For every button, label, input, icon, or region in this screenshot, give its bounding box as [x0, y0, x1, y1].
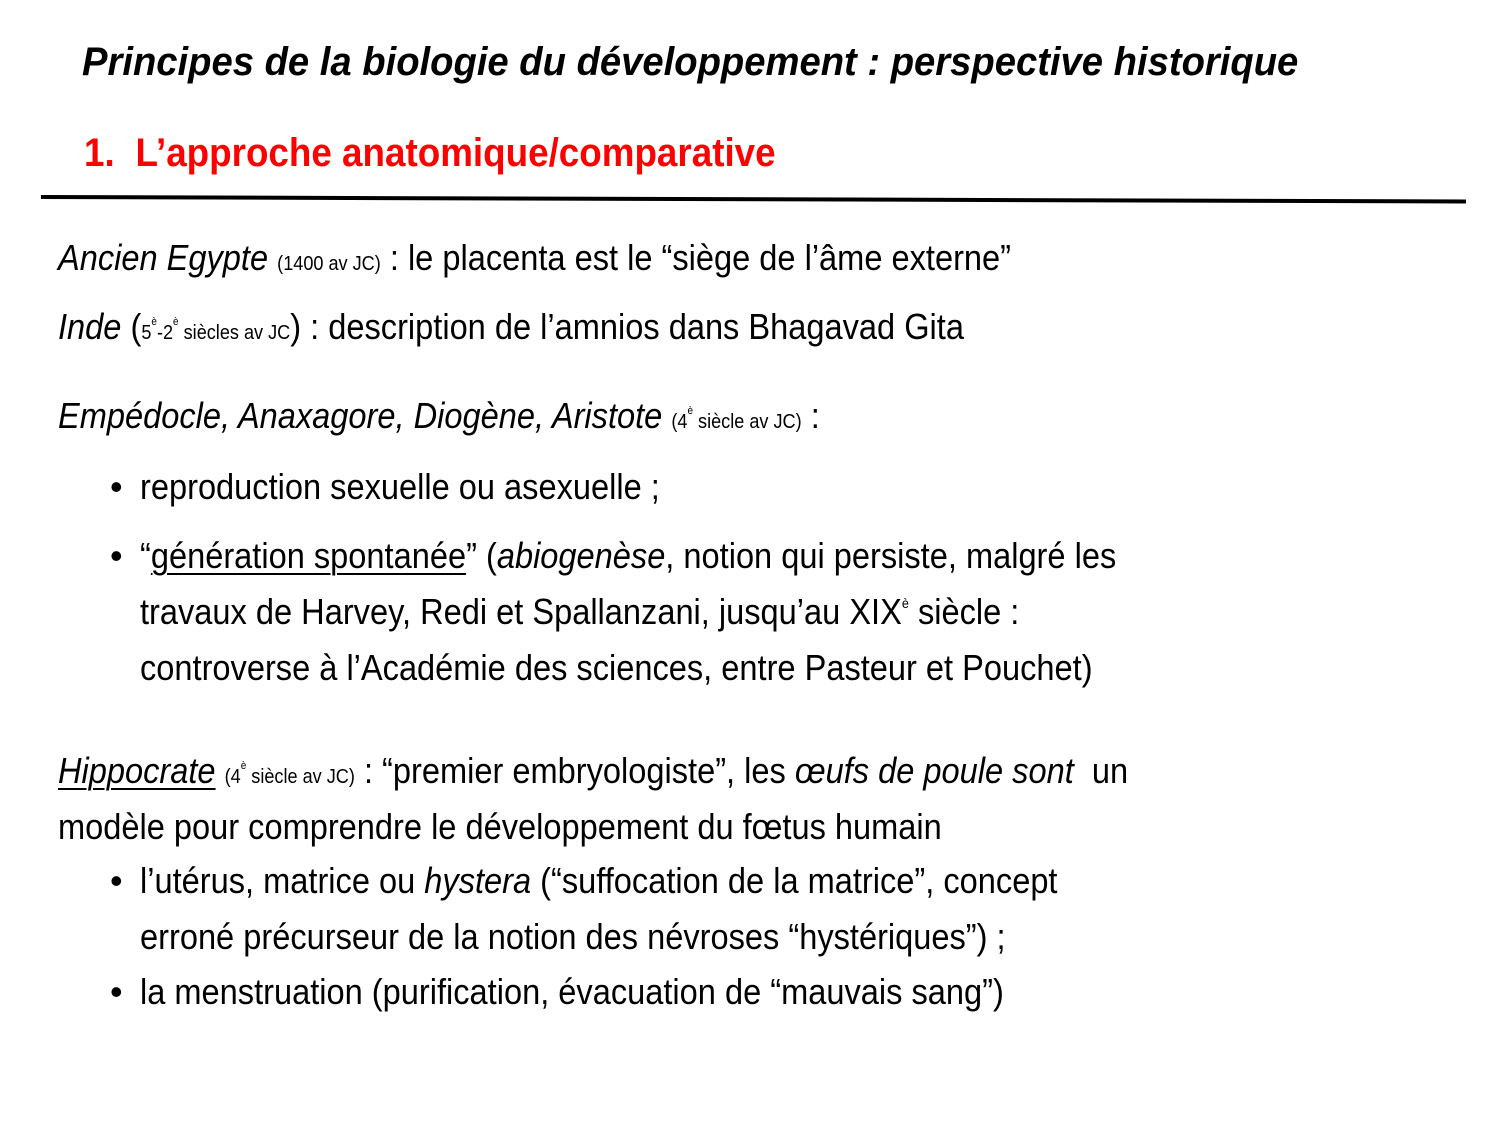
bullet-generation-line2 [140, 591, 1019, 633]
italic-term: hystera [424, 860, 532, 901]
bullet-icon: • [110, 971, 123, 1012]
text: (“suffocation de la matrice”, concept [531, 860, 1058, 901]
entry-text: : “premier embryologiste”, les [354, 750, 795, 791]
entry-inde [58, 306, 964, 348]
bullet-menstruation: la menstruation (purification, évacuation de “mauvais sang”) [140, 971, 1004, 1012]
superscript: è [240, 760, 247, 772]
entry-subject: Empédocle, Anaxagore, Diogène, Aristote [58, 395, 663, 436]
entry-text: un [1073, 750, 1129, 791]
entry-date: siècle av JC) [246, 766, 355, 788]
bullet-uterus-line2: erroné précurseur de la notion des névroses “hystériques”) ; [140, 916, 1006, 957]
entry-text: : le placenta est le “siège de l’âme externe” [380, 237, 1012, 278]
entry-hippocrate-line2: modèle pour comprendre le développement du fœtus humain [58, 806, 942, 847]
entry-date: (1400 av JC) [277, 253, 381, 275]
entry-subject: Inde [58, 306, 122, 347]
paren-open: ( [121, 306, 142, 347]
entry-date: siècles av JC [178, 322, 291, 344]
entry-date: (4 [671, 411, 688, 433]
text: l’utérus, matrice ou [140, 860, 425, 901]
section-heading [84, 131, 776, 176]
entry-subject: Hippocrate [58, 750, 216, 791]
superscript: è [901, 595, 909, 611]
underlined-term: génération spontanée [150, 535, 467, 576]
bullet-generation-line3: controverse à l’Académie des sciences, entre Pasteur et Pouchet) [140, 647, 1093, 688]
entry-subject: Ancien Egypte [58, 237, 269, 278]
superscript: è [687, 405, 694, 417]
divider-rule [41, 195, 1466, 203]
bullet-icon: • [110, 535, 123, 576]
superscript: è [151, 316, 157, 328]
section-label: L’approche anatomique/comparative [135, 131, 776, 175]
text: travaux de Harvey, Redi et Spallanzani, jusqu’au XIX [140, 591, 902, 632]
bullet-icon: • [110, 860, 123, 901]
text: siècle : [908, 591, 1020, 632]
entry-text: : [801, 395, 820, 436]
superscript: è [173, 316, 179, 328]
entry-date: siècle av JC) [693, 411, 802, 433]
entry-date: (4 [224, 766, 241, 788]
entry-text: ) : description de l’amnios dans Bhagavad Gita [290, 306, 964, 347]
entry-egypte [58, 237, 1011, 279]
bullet-generation-line1 [140, 535, 1116, 577]
text: , notion qui persiste, malgré les [665, 535, 1117, 576]
section-number: 1. [84, 131, 115, 175]
entry-grecs [58, 395, 820, 437]
entry-hippocrate [58, 750, 1128, 792]
bullet-uterus-line1 [140, 860, 1057, 902]
quote-close: ” ( [466, 535, 497, 576]
slide-title: Principes de la biologie du développement : perspective historique [82, 40, 1299, 84]
bullet-reproduction: reproduction sexuelle ou asexuelle ; [140, 466, 660, 507]
entry-date: 5 [141, 322, 152, 344]
italic-term: abiogenèse [496, 535, 666, 576]
italic-term: œufs de poule sont [794, 750, 1074, 791]
entry-date: -2 [156, 322, 174, 344]
bullet-icon: • [110, 466, 123, 507]
quote-open: “ [140, 535, 151, 576]
